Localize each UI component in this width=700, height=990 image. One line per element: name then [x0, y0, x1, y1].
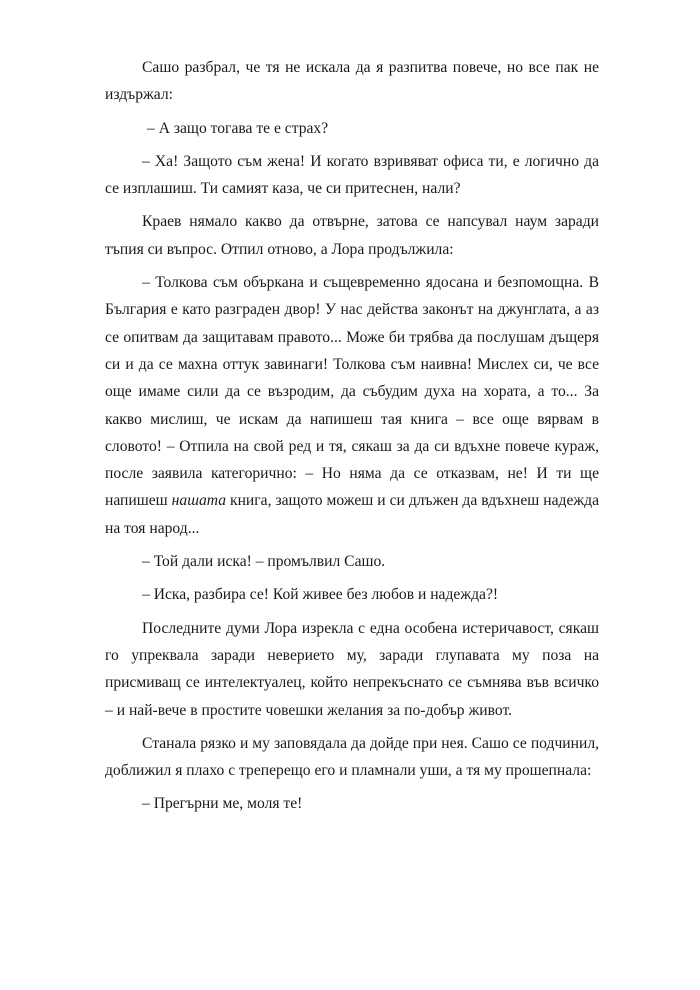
speech-text-before: – Толкова съм объркана и същевременно ядосана и безпомощна. В България е като разграден двор! У нас действа законът на джунглата, а аз се опитвам да защитавам правото... Може би трябва да послушам дъщеря си и да се махна оттук завинаги! Толкова съм наивна! Мислех си, че все още имаме сили да се възродим, да събудим духа на хората, а то... За какво мислиш, че искам да напишеш тая книга – все още вярвам в словото! – Отпила на свой ред и тя, сякаш за да си вдъхне повече кураж, после заявила категорично: – Но няма да се отказвам, не! И ти ще напишеш	[105, 274, 599, 510]
dialog-line-1: – А защо тогава те е страх?	[147, 119, 329, 137]
dialog-line-5: – Прегърни ме, моля те!	[142, 795, 303, 813]
dialog-long-speech	[105, 269, 599, 542]
paragraph-3: Последните думи Лора изрекла с една особена истеричавост, сякаш го упреквала заради неверието му, заради глупавата му поза на присмиващ се интелектуалец, който непрекъснато се съмнява във всичко – и най-вече в простите човешки желания за по-добър живот.	[105, 619, 599, 719]
paragraph-1: Сашо разбрал, че тя не искала да я разпитва повече, но все пак не издържал:	[105, 59, 599, 104]
paragraph-2: Краев нямало какво да отвърне, затова се напсувал наум заради тъпия си въпрос. Отпил отново, а Лора продължила:	[105, 213, 599, 258]
paragraph-4: Станала рязко и му заповядала да дойде при нея. Сашо се подчинил, доближил я плахо с треперещо его и пламнали уши, а тя му прошепнала:	[105, 734, 599, 780]
dialog-line-3: – Той дали иска! – промълвил Сашо.	[142, 553, 386, 571]
page-body-text	[105, 54, 599, 824]
dialog-line-4: – Иска, разбира се! Кой живее без любов и надежда?!	[142, 586, 499, 604]
emphasized-word: нашата	[171, 492, 227, 510]
dialog-line-2: – Ха! Защото съм жена! И когато взривяват офиса ти, е логично да се изплашиш. Ти самият каза, че си притеснен, нали?	[105, 152, 599, 198]
speech-text-after: книга, защото можеш и си длъжен да вдъхнеш надежда на тоя народ...	[105, 492, 599, 537]
